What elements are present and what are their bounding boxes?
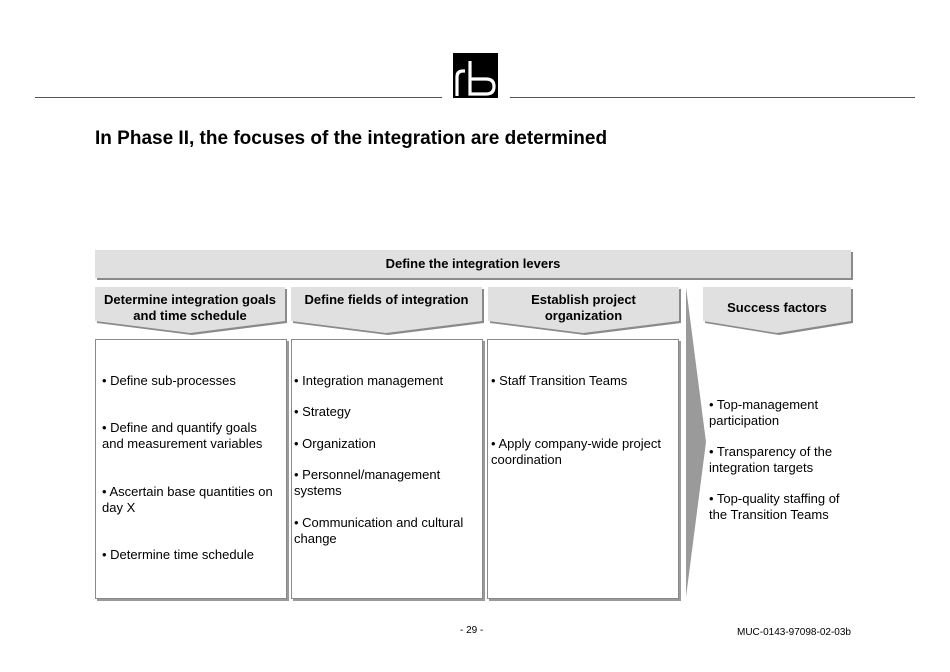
list-item <box>294 467 488 499</box>
list-item <box>491 436 685 468</box>
list-item <box>102 547 296 563</box>
list-item-text: • Determine time schedule <box>102 547 254 562</box>
header-rule-right <box>510 97 915 98</box>
list-item <box>294 515 488 547</box>
success-item-text: participation <box>709 413 780 428</box>
list-item-text: • Apply company-wide project <box>491 436 662 451</box>
column-header-project <box>488 287 679 333</box>
list-item-text: and measurement variables <box>102 436 263 451</box>
list-item-text: • Define and quantify goals <box>102 420 257 435</box>
list-item <box>294 436 488 452</box>
list-item <box>294 373 488 389</box>
column-header-goals <box>95 287 285 333</box>
list-item-text: • Personnel/management <box>294 467 441 482</box>
integration-levers-banner: Define the integration levers <box>95 250 851 278</box>
column-header-project-line1: Establish project <box>531 292 636 307</box>
page-title: In Phase II, the focuses of the integration are determined <box>95 128 608 149</box>
list-item-text: • Define sub-processes <box>102 373 236 388</box>
list-item-text: • Staff Transition Teams <box>491 373 628 388</box>
list-item-text: • Organization <box>294 436 376 451</box>
list-item-text: day X <box>102 500 136 515</box>
list-item <box>102 373 296 389</box>
page-number: - 29 - <box>460 625 484 636</box>
success-item <box>709 397 878 429</box>
success-item-text: the Transition Teams <box>709 507 829 522</box>
right-arrow-icon <box>686 287 708 599</box>
list-item <box>102 420 296 452</box>
column-header-project-line2: organization <box>544 308 623 323</box>
list-item <box>491 373 685 389</box>
column-header-fields-line1: Define fields of integration <box>304 292 469 307</box>
success-item <box>709 444 878 476</box>
success-item-text: integration targets <box>709 460 814 475</box>
column-header-success <box>703 287 851 333</box>
header-rule-left <box>35 97 442 98</box>
list-item-text: • Communication and cultural <box>294 515 464 530</box>
list-item-text: systems <box>294 483 342 498</box>
document-id: MUC-0143-97098-02-03b <box>737 627 851 638</box>
success-item <box>709 491 878 523</box>
column-header-goals-line2: and time schedule <box>133 308 247 323</box>
list-item <box>294 404 488 420</box>
success-item-text: • Top-management <box>709 397 819 412</box>
success-item-text: • Transparency of the <box>709 444 833 459</box>
list-item <box>102 484 296 516</box>
list-item-text: coordination <box>491 452 562 467</box>
rb-logo <box>453 53 498 98</box>
list-item-text: • Integration management <box>294 373 444 388</box>
list-item-text: change <box>294 531 337 546</box>
column-header-fields <box>291 287 482 333</box>
list-item-text: • Strategy <box>294 404 351 419</box>
list-item-text: • Ascertain base quantities on <box>102 484 273 499</box>
column-header-success-line1: Success factors <box>727 300 827 315</box>
success-item-text: • Top-quality staffing of <box>709 491 840 506</box>
column-header-goals-line1: Determine integration goals <box>104 292 276 307</box>
